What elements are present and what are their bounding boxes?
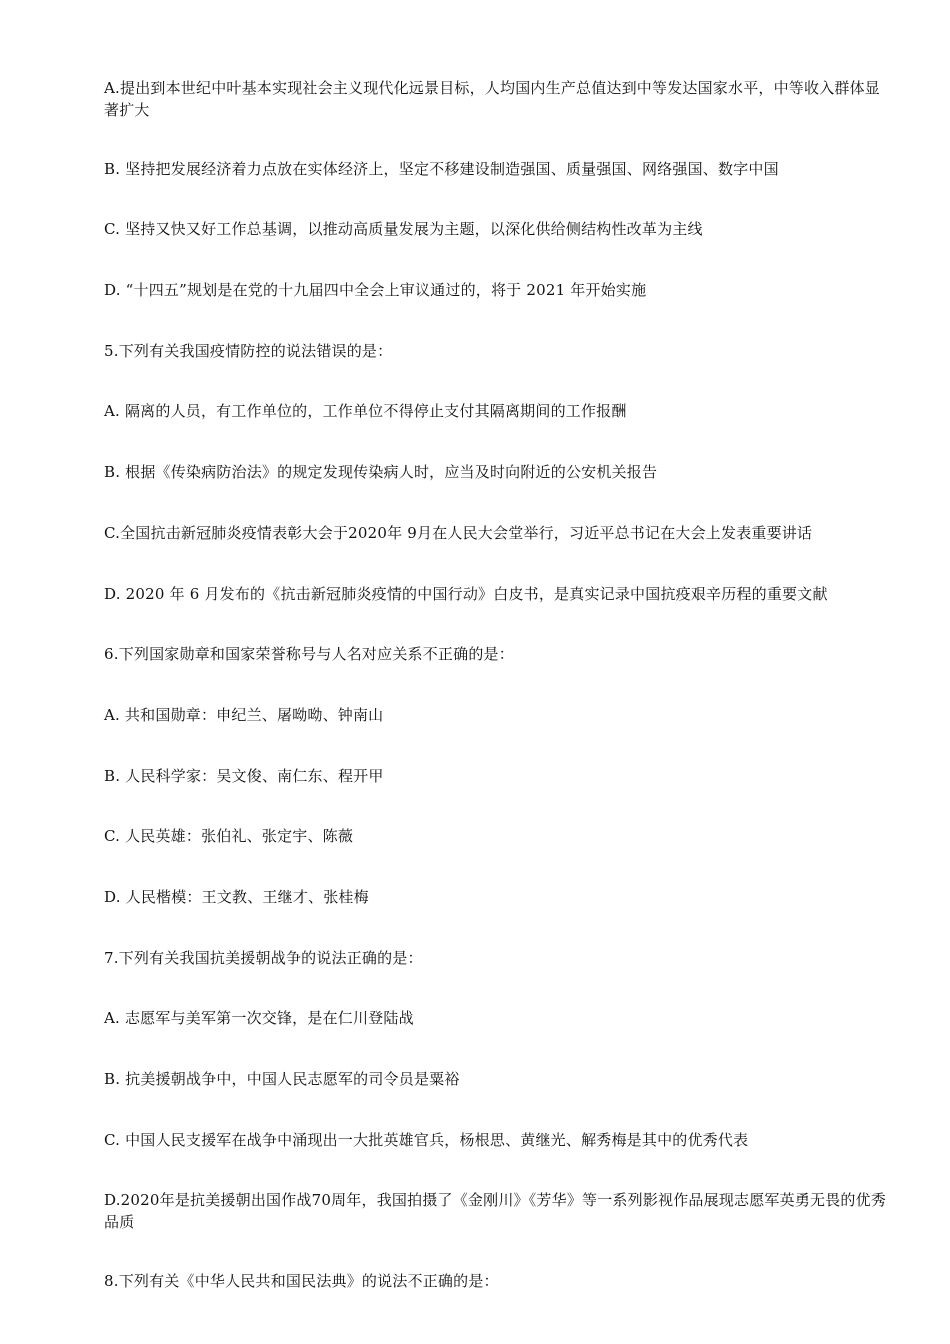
option-6c: C. 人民英雄：张伯礼、张定宇、陈薇 xyxy=(104,827,354,845)
option-5b: B. 根据《传染病防治法》的规定发现传染病人时，应当及时向附近的公安机关报告 xyxy=(104,463,658,481)
question-5: 5.下列有关我国疫情防控的说法错误的是： xyxy=(104,342,393,360)
question-8: 8.下列有关《中华人民共和国民法典》的说法不正确的是： xyxy=(104,1272,499,1290)
option-5d: D. 2020 年 6 月发布的《抗击新冠肺炎疫情的中国行动》白皮书，是真实记录中国抗疫艰辛历程的重要文献 xyxy=(104,585,828,603)
option-6b: B. 人民科学家：吴文俊、南仁东、程开甲 xyxy=(104,767,384,785)
option-7c: C. 中国人民支援军在战争中涌现出一大批英雄官兵，杨根思、黄继光、解秀梅是其中的优秀代表 xyxy=(104,1131,749,1149)
option-7a: A. 志愿军与美军第一次交锋，是在仁川登陆战 xyxy=(104,1009,414,1027)
option-4a: A.提出到本世纪中叶基本实现社会主义现代化远景目标，人均国内生产总值达到中等发达国家水平，中等收入群体显著扩大 xyxy=(104,79,881,119)
option-6d: D. 人民楷模：王文教、王继才、张桂梅 xyxy=(104,888,369,906)
question-7: 7.下列有关我国抗美援朝战争的说法正确的是： xyxy=(104,949,423,967)
option-4b: B. 坚持把发展经济着力点放在实体经济上，坚定不移建设制造强国、质量强国、网络强国、数字中国 xyxy=(104,160,779,178)
question-6: 6.下列国家勋章和国家荣誉称号与人名对应关系不正确的是： xyxy=(104,645,514,663)
option-4c: C. 坚持又快又好工作总基调，以推动高质量发展为主题，以深化供给侧结构性改革为主线 xyxy=(104,220,703,238)
option-7b: B. 抗美援朝战争中，中国人民志愿军的司令员是粟裕 xyxy=(104,1070,460,1088)
option-6a: A. 共和国勋章：申纪兰、屠呦呦、钟南山 xyxy=(104,706,384,724)
option-5a: A. 隔离的人员，有工作单位的，工作单位不得停止支付其隔离期间的工作报酬 xyxy=(104,402,627,420)
option-5c: C.全国抗击新冠肺炎疫情表彰大会于2020年 9月在人民大会堂举行，习近平总书记在大会上发表重要讲话 xyxy=(104,524,813,542)
option-4d: D. “十四五”规划是在党的十九届四中全会上审议通过的，将于 2021 年开始实施 xyxy=(104,281,647,299)
option-7d: D.2020年是抗美援朝出国作战70周年，我国拍摄了《金刚川》《芳华》等一系列影视作品展现志愿军英勇无畏的优秀品质 xyxy=(104,1191,887,1231)
